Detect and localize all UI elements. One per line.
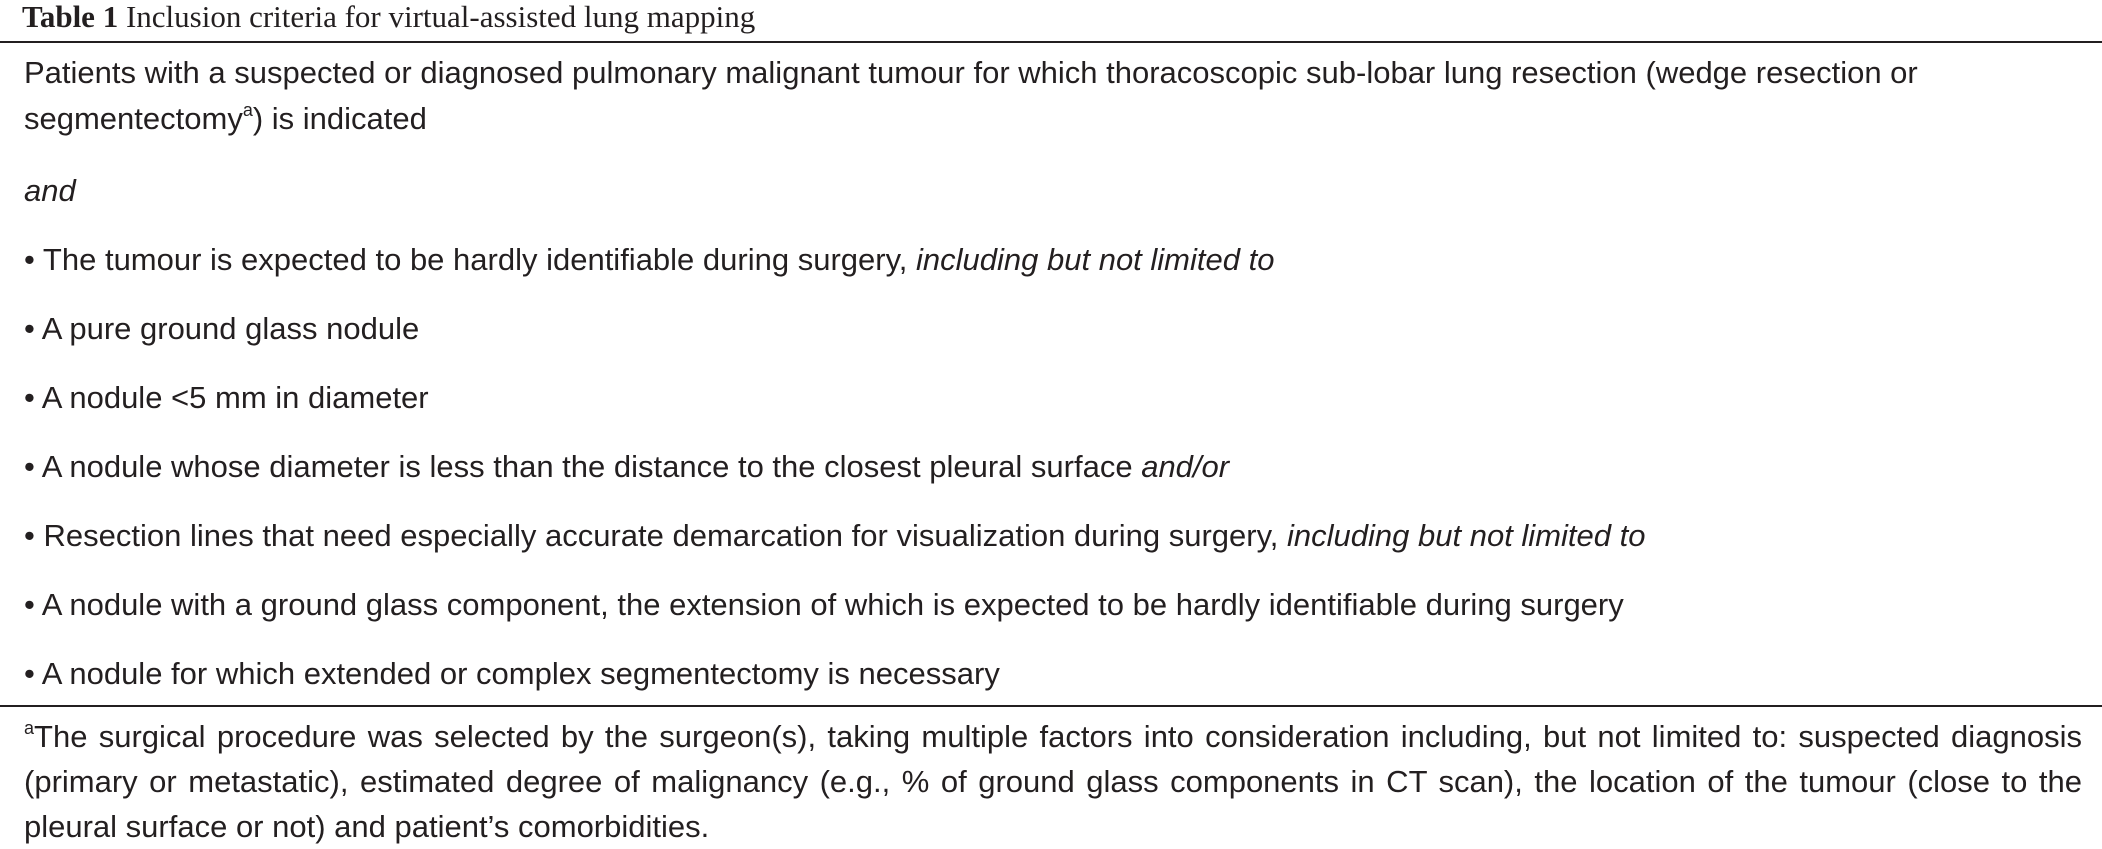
- criteria-item-italic-suffix: including but not limited to: [916, 242, 1275, 277]
- bullet-marker: •: [24, 311, 35, 346]
- footnote-reference: a: [242, 99, 253, 120]
- footnote-text: The surgical procedure was selected by the surgeon(s), taking multiple factors into consideration including, but not limited to: suspected diagnosis (primary or metastatic), estimated degree of malignancy (e.g., % of ground glass components in CT scan), the location of the tumour (close to the pleural surface or not) and patient’s comorbidities.: [24, 719, 2082, 844]
- main-criterion-text: Patients with a suspected or diagnosed pulmonary malignant tumour for which thoracoscopic sub-lobar lung resection (wedge resection or segmentectomy: [24, 55, 1918, 136]
- criteria-list-item: [24, 651, 1000, 697]
- bullet-marker: •: [24, 380, 35, 415]
- criteria-list-item: [24, 444, 1229, 490]
- bullet-marker: •: [24, 242, 35, 277]
- criteria-item-text: A nodule <5 mm in diameter: [41, 380, 429, 415]
- bullet-marker: •: [24, 518, 35, 553]
- main-criterion: [24, 50, 2094, 142]
- criteria-item-italic-suffix: and/or: [1141, 449, 1230, 484]
- table-title: Inclusion criteria for virtual-assisted lung mapping: [125, 0, 756, 34]
- table-footnote: [24, 714, 2082, 849]
- criteria-item-text: A nodule with a ground glass component, the extension of which is expected to be hardly identifiable during surgery: [41, 587, 1624, 622]
- criteria-list-item: [24, 513, 1645, 559]
- table-label: Table 1: [22, 0, 119, 34]
- bullet-marker: •: [24, 449, 35, 484]
- footnote-marker: a: [24, 717, 35, 738]
- criteria-item-text: A pure ground glass nodule: [41, 311, 420, 346]
- table-top-rule: [0, 41, 2102, 43]
- conjunction-text: and: [24, 173, 76, 208]
- table-bottom-rule: [0, 705, 2102, 707]
- criteria-item-text: A nodule for which extended or complex segmentectomy is necessary: [41, 656, 1000, 691]
- criteria-item-text: Resection lines that need especially accurate demarcation for visualization during surgery,: [43, 518, 1279, 553]
- criteria-item-text: The tumour is expected to be hardly identifiable during surgery,: [42, 242, 908, 277]
- bullet-marker: •: [24, 587, 35, 622]
- criteria-list-item: [24, 582, 1624, 628]
- main-criterion-text-end: ) is indicated: [252, 101, 427, 136]
- criteria-item-text: A nodule whose diameter is less than the distance to the closest pleural surface: [41, 449, 1133, 484]
- bullet-marker: •: [24, 656, 35, 691]
- table-caption: [22, 0, 755, 40]
- criteria-list-item: [24, 237, 1274, 283]
- criteria-list-item: [24, 306, 419, 352]
- criteria-list-item: [24, 375, 429, 421]
- criteria-item-italic-suffix: including but not limited to: [1287, 518, 1646, 553]
